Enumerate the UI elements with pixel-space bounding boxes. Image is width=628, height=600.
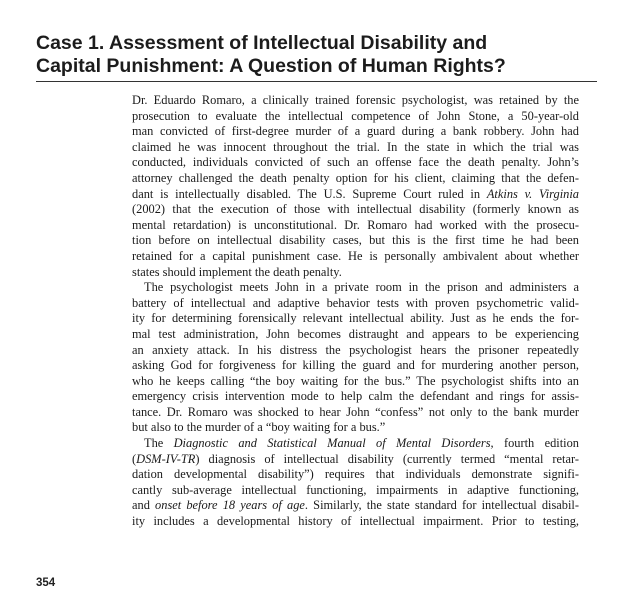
body-line: claimed he was innocent throughout the trial. In the state in which the trial was xyxy=(132,139,579,154)
body-line: cantly sub-average intellectual functioning, impairments in adaptive functioning, xyxy=(132,482,579,497)
body-line: asking God for forgiveness for killing the guard and for murdering another person, xyxy=(132,358,579,373)
body-line: prosecution to evaluate the intellectual competence of John Stone, a 50-year-old xyxy=(132,108,579,123)
body-line: Dr. Eduardo Romaro, a clinically trained forensic psychologist, was retained by the xyxy=(132,93,579,107)
body-line: who he keeps calling “the boy waiting for the bus.” The psychologist shifts into an xyxy=(132,373,579,388)
page-number: 354 xyxy=(36,577,56,589)
case-heading-line-1: Case 1. Assessment of Intellectual Disability and xyxy=(36,32,488,54)
manual-title: Diagnostic and Statistical Manual of Mental Disorders, xyxy=(173,436,494,451)
case-name: Atkins v. Virginia xyxy=(486,186,579,201)
body-line xyxy=(132,187,579,203)
body-line xyxy=(132,452,579,468)
body-line-text: dant is intellectually disabled. The U.S. Supreme Court ruled in xyxy=(132,186,481,201)
body-line: The psychologist meets John in a private room in the prison and administers a xyxy=(144,280,579,295)
body-line: man convicted of first-degree murder of a guard during a bank robbery. John had xyxy=(132,124,579,139)
case-body xyxy=(132,93,579,530)
body-line-text: and xyxy=(132,498,150,513)
body-line: tance. Dr. Romaro was shocked to hear John “confess” not only to the bank murder xyxy=(132,404,579,419)
body-line: (2002) that the execution of those with intellectual disability (formerly known as xyxy=(132,202,579,217)
body-line-text: ( xyxy=(132,451,137,466)
body-line: mal test administration, John becomes distraught and appears to be experiencing xyxy=(132,326,579,341)
body-line: an anxiety attack. In his distress the psychologist hears the prisoner repeatedly xyxy=(132,342,579,357)
case-heading-line-2: Capital Punishment: A Question of Human Rights? xyxy=(36,55,506,77)
body-line xyxy=(132,436,579,452)
body-line: attorney challenged the death penalty option for his client, claiming that the defen- xyxy=(132,170,579,185)
heading-rule xyxy=(36,81,597,82)
manual-abbrev: DSM-IV-TR xyxy=(136,451,196,466)
body-line: but also to the murder of a “boy waiting for a bus.” xyxy=(132,420,386,435)
body-line: ity for determining forensically relevant intellectual ability. Just as he ends the for- xyxy=(132,311,579,326)
body-line xyxy=(132,498,579,514)
case-heading xyxy=(36,32,596,78)
body-line: battery of intellectual and adaptive behavior tests with proven psychometric valid- xyxy=(132,295,579,310)
body-line: ity includes a developmental history of intellectual impairment. Prior to testing, xyxy=(132,514,579,529)
body-line: conducted, individuals convicted of such an offense face the death penalty. John’s xyxy=(132,155,579,170)
body-line: retained for a capital punishment case. He is personally ambivalent about whether xyxy=(132,248,579,263)
body-line: states should implement the death penalty. xyxy=(132,264,342,279)
body-line: mental retardation) is unconstitutional. Dr. Romaro had worked with the prosecu- xyxy=(132,217,579,232)
onset-phrase: onset before 18 years of age xyxy=(155,498,305,513)
body-line: emergency crisis intervention mode to help calm the defendant and rings for assis- xyxy=(132,389,579,404)
body-line: tion before on intellectual disability cases, but this is the first time he had been xyxy=(132,233,579,248)
body-line-text: fourth edition xyxy=(503,436,579,451)
body-line-text: ) diagnosis of intellectual disability (currently termed “mental retar- xyxy=(195,451,579,466)
body-line: dation developmental disability”) requires that individuals demonstrate signifi- xyxy=(132,467,579,482)
body-line-text: The xyxy=(144,436,164,451)
body-line-text: . Similarly, the state standard for intellectual disabil- xyxy=(304,498,579,513)
